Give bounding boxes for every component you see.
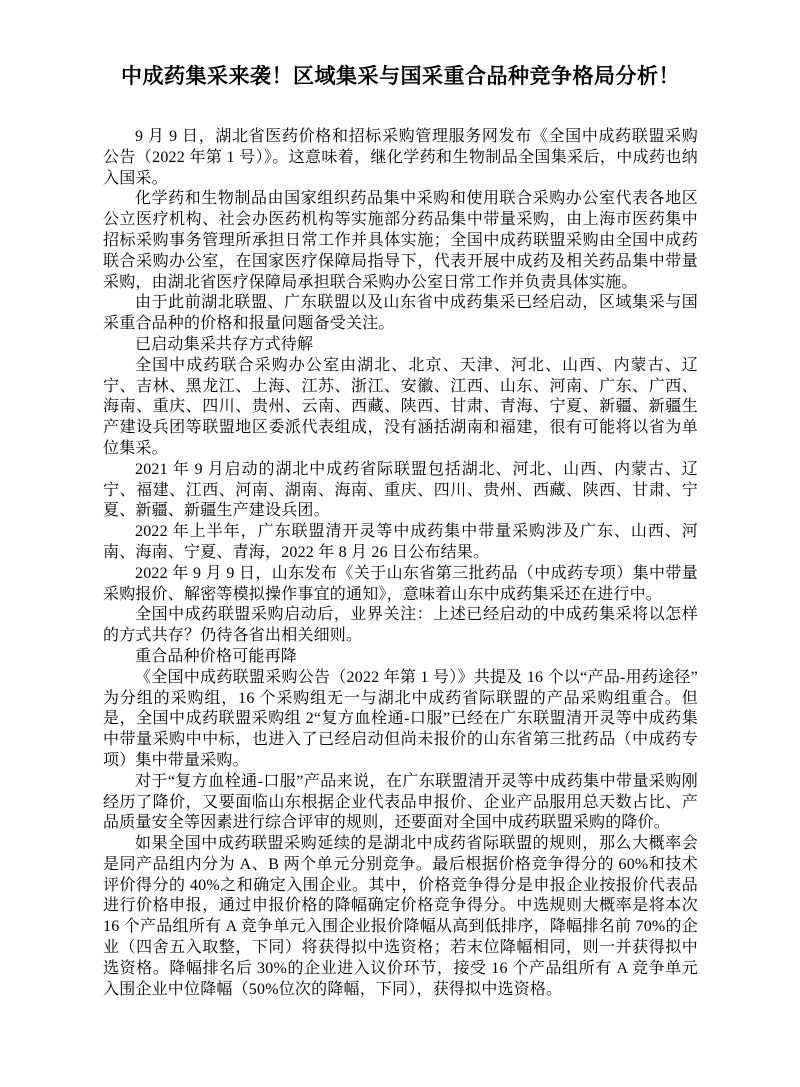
paragraph-body: 《全国中成药联盟采购公告（2022 年第 1 号）》共提及 16 个以“产品-用药途径”为分组的采购组，16 个采购组无一与湖北中成药省际联盟的产品采购组重合。但是，全国中成药联盟采购组 2“复方血栓通-口服”已经在广东联盟清开灵等中成药集中带量采购中中标，也进入了已经启动但尚未报价的山东省第三批药品（中成药专项）集中带量采购。 — [103, 668, 698, 769]
paragraph-body: 由于此前湖北联盟、广东联盟以及山东省中成药集采已经启动，区域集采与国采重合品种的价格和报量问题备受关注。 — [103, 294, 698, 333]
paragraph-body: 2022 年 9 月 9 日，山东发布《关于山东省第三批药品（中成药专项）集中带量采购报价、解密等模拟操作事宜的通知》，意味着山东中成药集采还在进行中。 — [103, 564, 698, 603]
paragraph-body: 如果全国中成药联盟采购延续的是湖北中成药省际联盟的规则，那么大概率会是同产品组内分为 A、B 两个单元分别竞争。最后根据价格竞争得分的 60%和技术评价得分的 40%之和确定入围企业。其中，价格竞争得分是申报企业按报价代表品进行价格申报，通过申报价格的降幅确定价格竞争得分。中选规则大概率是将本次 16 个产品组所有 A 竞争单元入围企业报价降幅从高到低排序，降幅排名前 70%的企业（四舍五入取整，下同）将获得拟中选资格；若末位降幅相同，则一并获得拟中选资格。降幅排名后 30%的企业进入议价环节，接受 16 个产品组所有 A 竞争单元入围企业中位降幅（50%位次的降幅，下同），获得拟中选资格。 — [103, 835, 698, 998]
paragraph-body: 化学药和生物制品由国家组织药品集中采购和使用联合采购办公室代表各地区公立医疗机构、社会办医药机构等实施部分药品集中带量采购，由上海市医药集中招标采购事务管理所承担日常工作并具体实施；全国中成药联盟采购由全国中成药联合采购办公室，在国家医疗保障局指导下，代表开展中成药及相关药品集中带量采购，由湖北省医疗保障局承担联合采购办公室日常工作并负责具体实施。 — [103, 190, 698, 291]
paragraph-intro: 9 月 9 日，湖北省医药价格和招标采购管理服务网发布《全国中成药联盟采购公告（2022 年第 1 号）》。这意味着，继化学药和生物制品全国集采后，中成药也纳入国采。 — [103, 128, 698, 187]
section-heading-price-drop: 重合品种价格可能再降 — [135, 647, 298, 665]
paragraph-body: 全国中成药联合采购办公室由湖北、北京、天津、河北、山西、内蒙古、辽宁、吉林、黑龙江、上海、江苏、浙江、安徽、江西、山东、河南、广东、广西、海南、重庆、四川、贵州、云南、西藏、陕西、甘肃、青海、宁夏、新疆、新疆生产建设兵团等联盟地区委派代表组成，没有涵括湖南和福建，很有可能将以省为单位集采。 — [103, 356, 698, 457]
section-heading-coexistence: 已启动集采共存方式待解 — [135, 335, 314, 353]
paragraph-body: 2021 年 9 月启动的湖北中成药省际联盟包括湖北、河北、山西、内蒙古、辽宁、福建、江西、河南、湖南、海南、重庆、四川、贵州、西藏、陕西、甘肃、宁夏、新疆、新疆生产建设兵团。 — [103, 460, 698, 520]
paragraph-body: 对于“复方血栓通-口服”产品来说，在广东联盟清开灵等中成药集中带量采购刚经历了降价，又要面临山东根据企业代表品申报价、企业产品服用总天数占比、产品质量安全等因素进行综合评审的规则，还要面对全国中成药联盟采购的降价。 — [103, 772, 698, 832]
paragraph-body: 全国中成药联盟采购启动后，业界关注：上述已经启动的中成药集采将以怎样的方式共存？仍待各省出相关细则。 — [103, 606, 698, 645]
paragraph-body: 2022 年上半年，广东联盟清开灵等中成药集中带量采购涉及广东、山西、河南、海南、宁夏、青海，2022 年 8 月 26 日公布结果。 — [103, 523, 698, 561]
article-title: 中成药集采来袭！区域集采与国采重合品种竞争格局分析！ — [121, 64, 680, 88]
